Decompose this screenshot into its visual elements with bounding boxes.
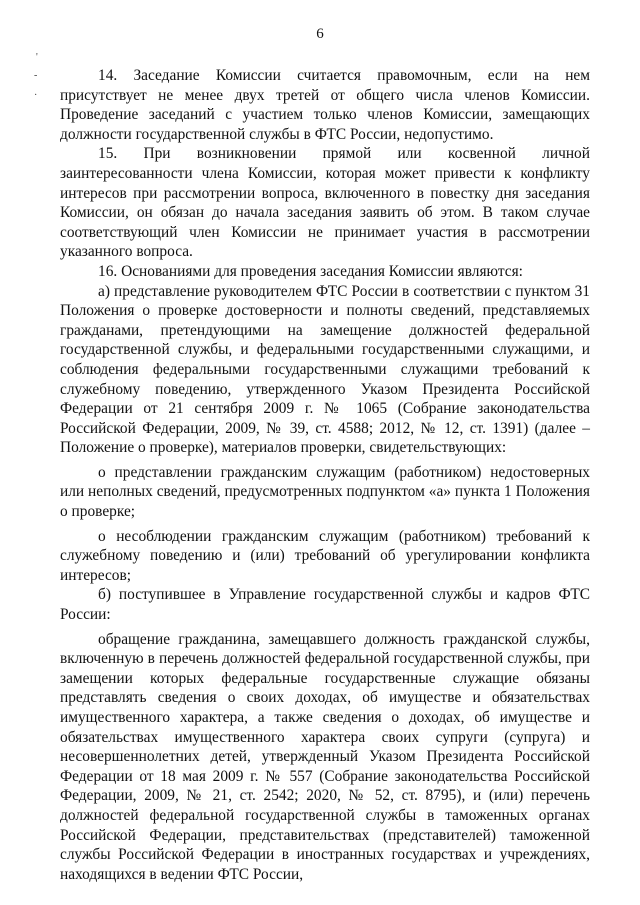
paragraph-16: 16. Основаниями для проведения заседания Комиссии являются: [98,262,523,280]
paragraph-appeal: обращение гражданина, замещавшего должность гражданской службы, включенную в перечень должностей федеральной государственной службы, при замещении которых федеральные государственные служащие обязаны представлять сведения о своих доходах, об имуществе и обязательствах имущественного характера, а также сведения о доходах, об имуществе и обязательствах имущественного характера своих супруги (супруга) и несовершеннолетних детей, утвержденный Указом Президента Российской Федерации от 18 мая 2009 г. № 557 (Собрание законодательства Российской Федерации, 2009, № 21, ст. 2542; 2020, № 52, ст. 8795), и (или) перечень должностей федеральной государственной службы в таможенных органах Российской Федерации, представительствах (представителей) таможенной службы Российской Федерации в иностранных государствах и учреждениях, находящихся в ведении ФТС России, [60,630,590,883]
paragraph-16a: а) представление руководителем ФТС России в соответствии с пунктом 31 Положения о проверке достоверности и полноты сведений, представляемых гражданами, претендующими на замещение должностей федеральной государственной службы, и федеральными государственными служащими, и соблюдения федеральными государственными служащими требований к служебному поведению, утвержденного Указом Президента Российской Федерации от 21 сентября 2009 г. № 1065 (Собрание законодательства Российской Федерации, 2009, № 39, ст. 4588; 2012, № 12, ст. 1391) (далее – Положение о проверке), материалов проверки, свидетельствующих: [60,282,590,457]
margin-mark: - [34,70,38,81]
paragraph-16b: б) поступившее в Управление государственной службы и кадров ФТС России: [60,586,590,624]
bullet-item-2: о несоблюдении гражданским служащим (работником) требований к служебному поведению и (или) требований об урегулировании конфликта интересов; [60,527,590,584]
margin-mark: · [34,90,38,101]
paragraph-15: 15. При возникновении прямой или косвенной личной заинтересованности члена Комиссии, которая может привести к конфликту интересов при рассмотрении вопроса, включенного в повестку дня заседания Комиссии, он обязан до начала заседания заявить об этом. В таком случае соответствующий член Комиссии не принимает участия в рассмотрении указанного вопроса. [60,145,590,261]
paragraph-14: 14. Заседание Комиссии считается правомочным, если на нем присутствует не менее двух третей от общего числа членов Комиссии. Проведение заседаний с участием только членов Комиссии, замещающих должности государственной службы в ФТС России, недопустимо. [60,67,590,143]
margin-mark: ' [36,52,38,63]
bullet-item-1: о представлении гражданским служащим (работником) недостоверных или неполных сведений, предусмотренных подпунктом «а» пункта 1 Положения о проверке; [60,463,590,521]
document-body [60,66,590,884]
page-number: 6 [316,26,324,42]
